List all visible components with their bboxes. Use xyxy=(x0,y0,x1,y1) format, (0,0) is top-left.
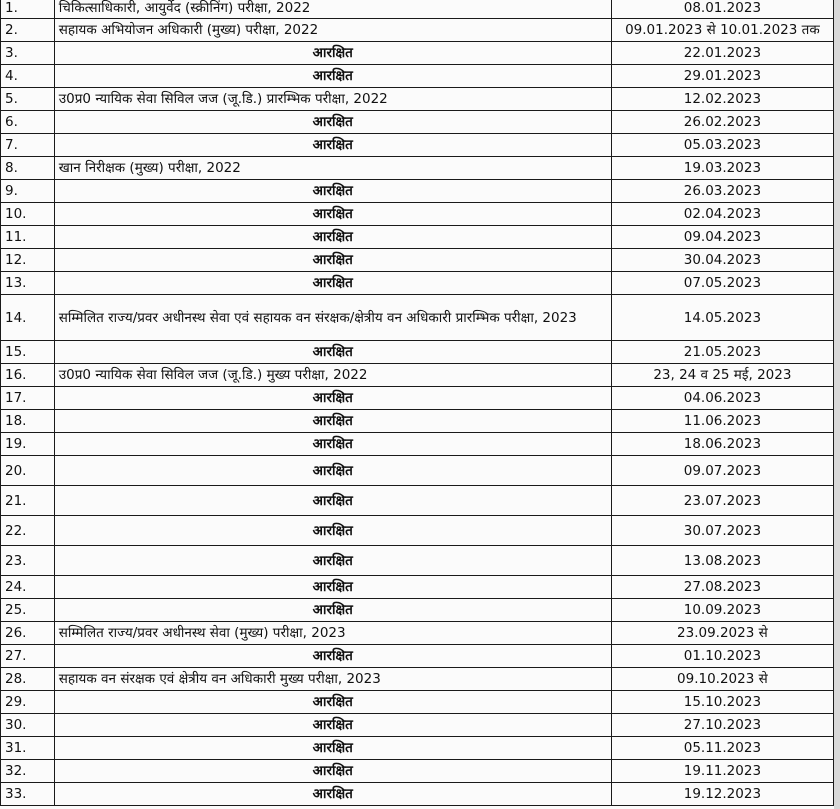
table-row xyxy=(1,180,834,203)
reserved-label: आरक्षित xyxy=(54,737,611,760)
exam-name: खान निरीक्षक (मुख्य) परीक्षा, 2022 xyxy=(54,157,611,180)
table-row xyxy=(1,387,834,410)
exam-name: सम्मिलित राज्य/प्रवर अधीनस्थ सेवा एवं सहायक वन संरक्षक/क्षेत्रीय वन अधिकारी प्रारम्भिक परीक्षा, 2023 xyxy=(54,295,611,341)
serial-number: 9. xyxy=(1,180,55,203)
serial-number: 14. xyxy=(1,295,55,341)
exam-date: 19.11.2023 xyxy=(611,760,833,783)
reserved-label: आरक्षित xyxy=(54,760,611,783)
table-row xyxy=(1,668,834,691)
reserved-label: आरक्षित xyxy=(54,180,611,203)
exam-date: 30.07.2023 xyxy=(611,516,833,546)
serial-number: 17. xyxy=(1,387,55,410)
exam-date: 23.09.2023 से xyxy=(611,622,833,645)
exam-date: 05.03.2023 xyxy=(611,134,833,157)
serial-number: 20. xyxy=(1,456,55,486)
reserved-label: आरक्षित xyxy=(54,456,611,486)
exam-date: 11.06.2023 xyxy=(611,410,833,433)
exam-name: उ0प्र0 न्यायिक सेवा सिविल जज (जू.डि.) मुख्य परीक्षा, 2022 xyxy=(54,364,611,387)
exam-date: 15.10.2023 xyxy=(611,691,833,714)
table-row xyxy=(1,134,834,157)
serial-number: 5. xyxy=(1,88,55,111)
serial-number: 30. xyxy=(1,714,55,737)
exam-date: 05.11.2023 xyxy=(611,737,833,760)
exam-name: सहायक वन संरक्षक एवं क्षेत्रीय वन अधिकारी मुख्य परीक्षा, 2023 xyxy=(54,668,611,691)
reserved-label: आरक्षित xyxy=(54,433,611,456)
reserved-label: आरक्षित xyxy=(54,42,611,65)
reserved-label: आरक्षित xyxy=(54,226,611,249)
table-row xyxy=(1,760,834,783)
serial-number: 11. xyxy=(1,226,55,249)
reserved-label: आरक्षित xyxy=(54,714,611,737)
serial-number: 26. xyxy=(1,622,55,645)
table-row xyxy=(1,410,834,433)
exam-date: 19.12.2023 xyxy=(611,783,833,806)
table-row xyxy=(1,0,834,19)
table-row xyxy=(1,203,834,226)
table-row xyxy=(1,737,834,760)
exam-date: 09.04.2023 xyxy=(611,226,833,249)
exam-date: 09.07.2023 xyxy=(611,456,833,486)
table-row xyxy=(1,486,834,516)
exam-name: उ0प्र0 न्यायिक सेवा सिविल जज (जू.डि.) प्रारम्भिक परीक्षा, 2022 xyxy=(54,88,611,111)
reserved-label: आरक्षित xyxy=(54,546,611,576)
table-row xyxy=(1,364,834,387)
serial-number: 32. xyxy=(1,760,55,783)
table-row xyxy=(1,19,834,42)
serial-number: 33. xyxy=(1,783,55,806)
table-row xyxy=(1,645,834,668)
exam-date: 29.01.2023 xyxy=(611,65,833,88)
schedule-body xyxy=(1,0,834,806)
serial-number: 6. xyxy=(1,111,55,134)
table-row xyxy=(1,249,834,272)
reserved-label: आरक्षित xyxy=(54,341,611,364)
exam-date: 04.06.2023 xyxy=(611,387,833,410)
serial-number: 4. xyxy=(1,65,55,88)
exam-date: 14.05.2023 xyxy=(611,295,833,341)
exam-date: 12.02.2023 xyxy=(611,88,833,111)
exam-date: 21.05.2023 xyxy=(611,341,833,364)
table-row xyxy=(1,783,834,806)
table-row xyxy=(1,272,834,295)
reserved-label: आरक्षित xyxy=(54,410,611,433)
reserved-label: आरक्षित xyxy=(54,387,611,410)
table-row xyxy=(1,295,834,341)
serial-number: 3. xyxy=(1,42,55,65)
reserved-label: आरक्षित xyxy=(54,249,611,272)
serial-number: 23. xyxy=(1,546,55,576)
table-row xyxy=(1,42,834,65)
reserved-label: आरक्षित xyxy=(54,516,611,546)
page-edge-shadow xyxy=(834,0,840,809)
serial-number: 13. xyxy=(1,272,55,295)
reserved-label: आरक्षित xyxy=(54,645,611,668)
serial-number: 10. xyxy=(1,203,55,226)
serial-number: 29. xyxy=(1,691,55,714)
reserved-label: आरक्षित xyxy=(54,272,611,295)
table-row xyxy=(1,599,834,622)
serial-number: 28. xyxy=(1,668,55,691)
exam-date: 01.10.2023 xyxy=(611,645,833,668)
exam-date: 26.02.2023 xyxy=(611,111,833,134)
table-row xyxy=(1,714,834,737)
exam-date: 26.03.2023 xyxy=(611,180,833,203)
reserved-label: आरक्षित xyxy=(54,203,611,226)
exam-date: 19.03.2023 xyxy=(611,157,833,180)
reserved-label: आरक्षित xyxy=(54,65,611,88)
serial-number: 12. xyxy=(1,249,55,272)
serial-number: 2. xyxy=(1,19,55,42)
table-row xyxy=(1,622,834,645)
exam-date: 18.06.2023 xyxy=(611,433,833,456)
table-row xyxy=(1,341,834,364)
reserved-label: आरक्षित xyxy=(54,783,611,806)
table-row xyxy=(1,546,834,576)
exam-date: 02.04.2023 xyxy=(611,203,833,226)
exam-name: सम्मिलित राज्य/प्रवर अधीनस्थ सेवा (मुख्य) परीक्षा, 2023 xyxy=(54,622,611,645)
reserved-label: आरक्षित xyxy=(54,576,611,599)
table-row xyxy=(1,111,834,134)
exam-date: 30.04.2023 xyxy=(611,249,833,272)
serial-number: 18. xyxy=(1,410,55,433)
serial-number: 8. xyxy=(1,157,55,180)
exam-date: 23, 24 व 25 मई, 2023 xyxy=(611,364,833,387)
table-row xyxy=(1,157,834,180)
table-row xyxy=(1,65,834,88)
serial-number: 25. xyxy=(1,599,55,622)
table-row xyxy=(1,691,834,714)
exam-date: 22.01.2023 xyxy=(611,42,833,65)
exam-date: 07.05.2023 xyxy=(611,272,833,295)
serial-number: 16. xyxy=(1,364,55,387)
reserved-label: आरक्षित xyxy=(54,599,611,622)
table-row xyxy=(1,226,834,249)
serial-number: 15. xyxy=(1,341,55,364)
exam-date: 10.09.2023 xyxy=(611,599,833,622)
table-row xyxy=(1,576,834,599)
table-row xyxy=(1,516,834,546)
reserved-label: आरक्षित xyxy=(54,134,611,157)
table-row xyxy=(1,433,834,456)
exam-date: 27.08.2023 xyxy=(611,576,833,599)
serial-number: 1. xyxy=(1,0,55,19)
reserved-label: आरक्षित xyxy=(54,111,611,134)
exam-date: 09.10.2023 से xyxy=(611,668,833,691)
serial-number: 31. xyxy=(1,737,55,760)
reserved-label: आरक्षित xyxy=(54,486,611,516)
exam-date: 27.10.2023 xyxy=(611,714,833,737)
exam-date: 23.07.2023 xyxy=(611,486,833,516)
table-row xyxy=(1,88,834,111)
serial-number: 7. xyxy=(1,134,55,157)
serial-number: 27. xyxy=(1,645,55,668)
exam-name: सहायक अभियोजन अधिकारी (मुख्य) परीक्षा, 2022 xyxy=(54,19,611,42)
exam-date: 13.08.2023 xyxy=(611,546,833,576)
table-row xyxy=(1,456,834,486)
exam-date: 08.01.2023 xyxy=(611,0,833,19)
serial-number: 21. xyxy=(1,486,55,516)
serial-number: 24. xyxy=(1,576,55,599)
exam-name: चिकित्साधिकारी, आयुर्वेद (स्क्रीनिंग) परीक्षा, 2022 xyxy=(54,0,611,19)
serial-number: 22. xyxy=(1,516,55,546)
reserved-label: आरक्षित xyxy=(54,691,611,714)
exam-date: 09.01.2023 से 10.01.2023 तक xyxy=(611,19,833,42)
serial-number: 19. xyxy=(1,433,55,456)
